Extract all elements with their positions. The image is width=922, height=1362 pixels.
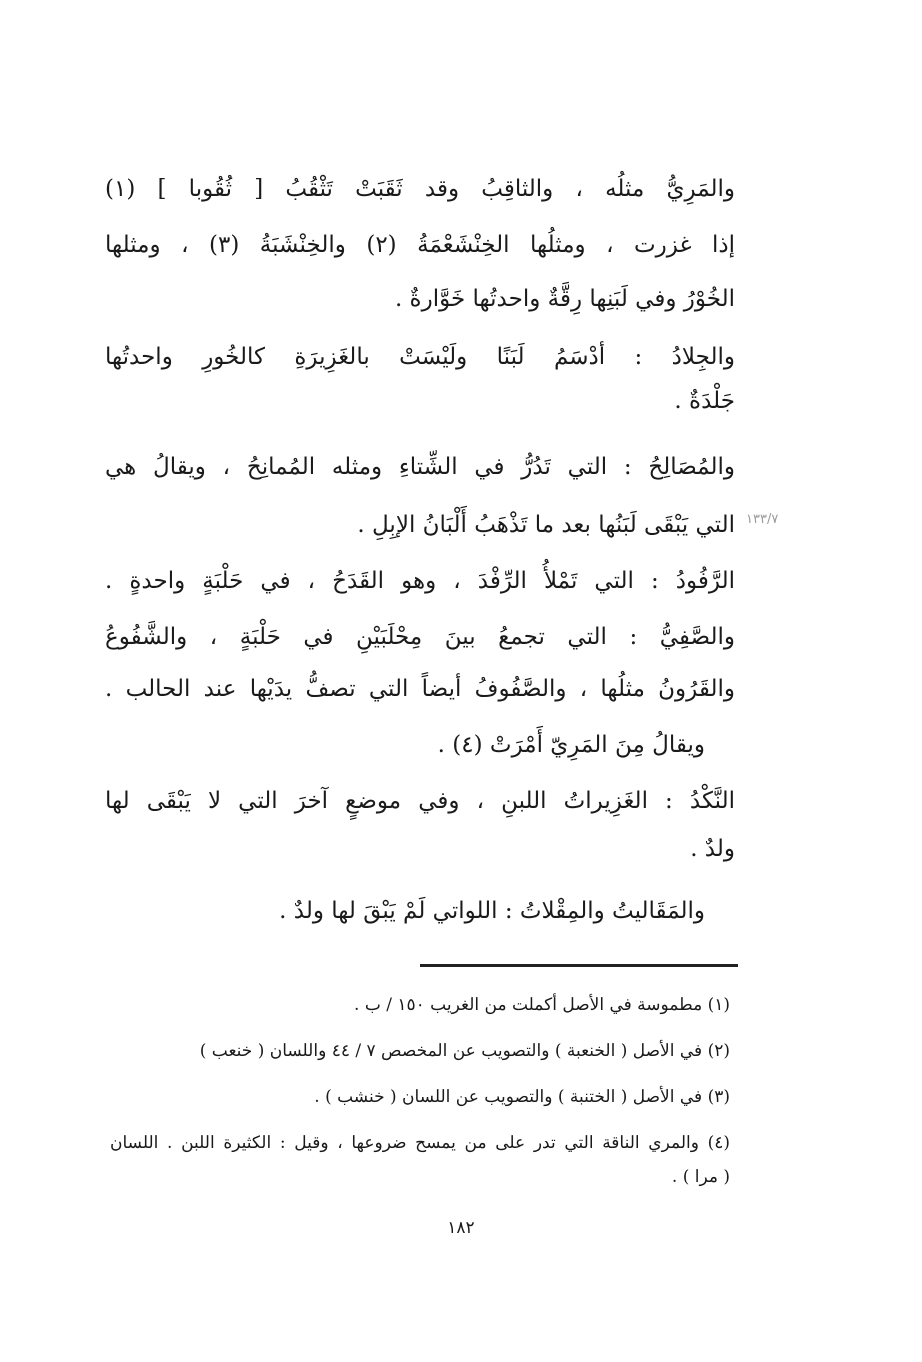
text-line: والمُصَالِحُ : التي تَدُرُّ في الشِّتاءِ ومثله المُمانِحُ ، ويقالُ هي [105,454,735,480]
text-line: والمَرِيُّ مثلُه ، والثاقِبُ وقد ثَقَبَتْ تَثْقُبُ [ ثُقُوبا ] (١) [105,176,735,202]
text-line: جَلْدَةٌ . [674,388,735,414]
margin-folio-note: ١٣٣/٧ [746,512,779,527]
footnote-divider [420,964,738,967]
main-text [105,172,735,932]
footnote: (٣) في الأصل ( الختنبة ) والتصويب عن اللسان ( خنشب ) . [314,1087,730,1107]
text-line: النَّكْدُ : الغَزِيراتُ اللبنِ ، وفي موضعٍ آخرَ التي لا يَبْقَى لها [105,788,735,814]
text-line: والقَرُونُ مثلُها ، والصَّفُوفُ أيضاً التي تصفُّ يدَيْها عند الحالب . [105,676,735,702]
footnote: (٤) والمري الناقة التي تدر على من يمسح ضروعها ، وقيل : الكثيرة اللبن . اللسان [110,1133,730,1153]
text-line: والمَقَاليتُ والمِقْلاتُ : اللواتي لَمْ يَبْقَ لها ولدٌ . [279,898,705,924]
text-line: الرَّفُودُ : التي تَمْلأُ الرِّفْدَ ، وهو القَدَحُ ، في حَلْبَةٍ واحدةٍ . [105,568,735,594]
text-line: التي يَبْقَى لَبَنُها بعد ما تَذْهَبُ أَلْبَانُ الإبِلِ . [357,512,735,538]
page-number: ١٨٢ [447,1218,475,1238]
text-line: الخُوْرُ وفي لَبَنِها رِقَّةٌ واحدتُها خَوَّارةٌ . [394,286,735,312]
text-line: والجِلادُ : أدْسَمُ لَبَنًا ولَيْسَتْ بالغَزِيرَةِ كالخُورِ واحدتُها [105,344,735,370]
text-line: والصَّفِيُّ : التي تجمعُ بينَ مِحْلَبَيْنِ في حَلْبَةٍ ، والشَّفُوعُ [105,624,735,650]
footnotes [110,992,730,1192]
footnote: (٢) في الأصل ( الخنعبة ) والتصويب عن المخصص ٧ / ٤٤ واللسان ( خنعب ) [199,1041,730,1061]
footnote: (١) مطموسة في الأصل أكملت من الغريب ١٥٠ / ب . [354,995,730,1015]
text-line: ويقالُ مِنَ المَرِيّ أَمْرَتْ (٤) . [437,732,705,758]
text-line: إذا غزرت ، ومثلُها الخِنْشَعْمَةُ (٢) والخِنْشَبَةُ (٣) ، ومثلها [105,232,735,258]
footnote: ( مرا ) . [671,1167,730,1187]
text-line: ولدٌ . [690,836,735,862]
